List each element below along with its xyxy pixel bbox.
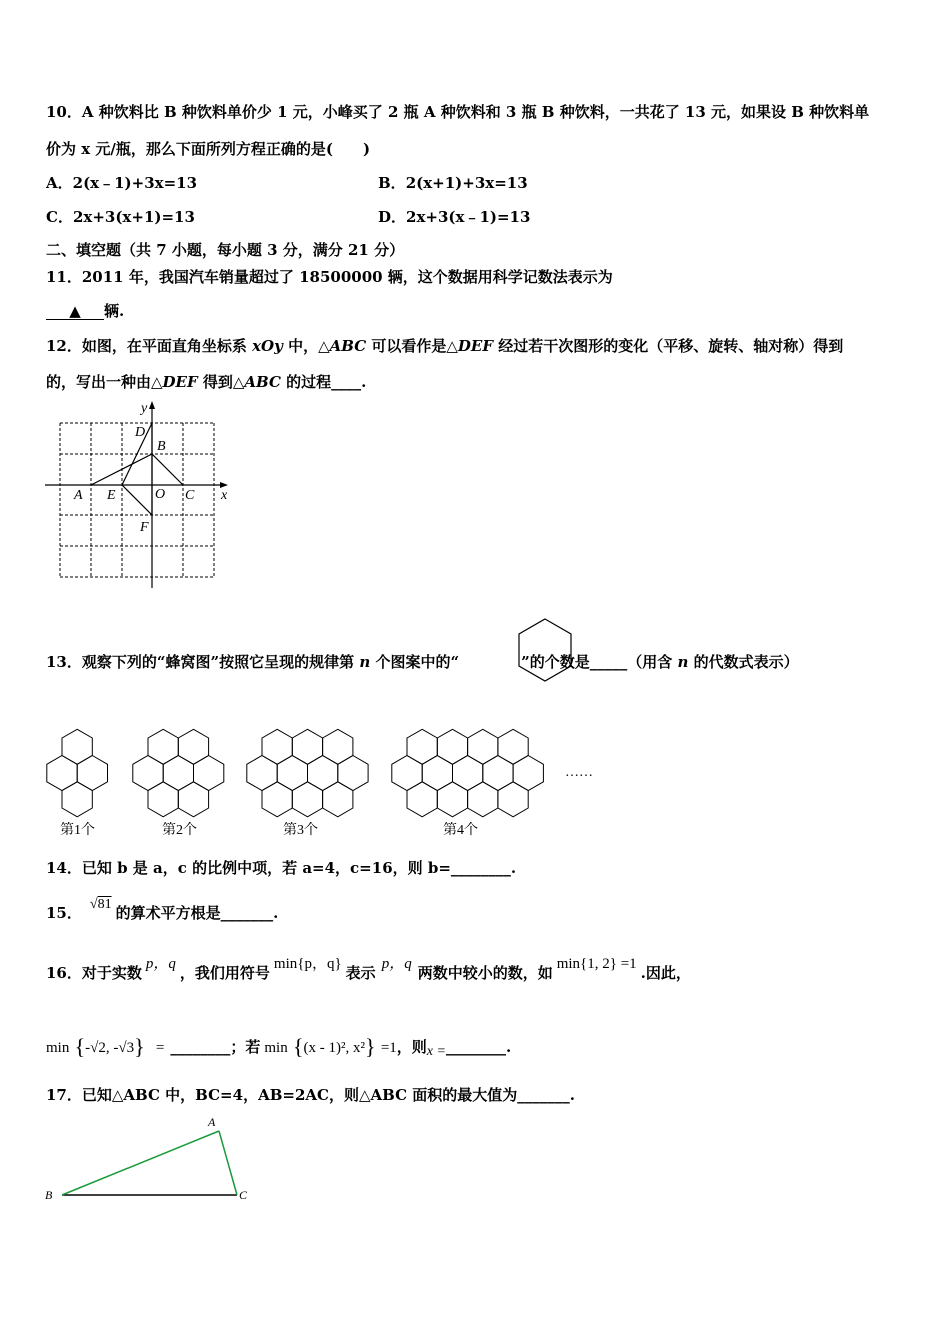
triangle-abc (91, 454, 183, 485)
honeycomb-cell-fig4 (513, 756, 543, 791)
honeycomb-cell-fig3 (308, 756, 338, 791)
honeycomb-cell-fig1 (62, 729, 92, 764)
honeycomb-figures (40, 715, 610, 840)
triangle-marker-icon: ▲ (69, 302, 81, 320)
caption-2: 第2个 (162, 823, 197, 838)
honeycomb-cell-fig4 (468, 782, 498, 817)
honeycomb-cell-fig3 (338, 756, 368, 791)
honeycomb-cell-fig4 (407, 729, 437, 764)
label-c: C (185, 488, 195, 503)
honeycomb-cell-fig1 (47, 756, 77, 791)
q12-line1: 12．如图，在平面直角坐标系 xOy 中，△ABC 可以看作是△DEF 经过若干次图形的变化（平移、旋转、轴对称）得到 (46, 337, 844, 355)
label-a: A (74, 488, 83, 503)
sqrt-81: √81 (89, 897, 112, 912)
honeycomb-cell-fig4 (407, 782, 437, 817)
label-a: A (208, 1115, 216, 1129)
label-b: B (45, 1188, 53, 1202)
q10-option-b: B．2(x+1)+3x=13 (378, 174, 528, 192)
section-title: 二、填空题（共 7 小题，每小题 3 分，满分 21 分） (46, 241, 405, 259)
label-e: E (107, 488, 116, 503)
label-x-axis: x (221, 488, 228, 503)
label-f: F (140, 520, 149, 535)
honeycomb-cell-fig4 (392, 756, 422, 791)
q10-option-a: A．2(x﹣1)+3x=13 (46, 174, 198, 192)
honeycomb-cell-fig4 (498, 729, 528, 764)
label-c: C (239, 1188, 248, 1202)
honeycomb-cell-fig4 (468, 729, 498, 764)
side-ac (219, 1131, 237, 1195)
q11-line2: ▲ 辆. (46, 301, 124, 321)
honeycomb-cell-fig4 (437, 729, 467, 764)
honeycomb-cell-fig3 (262, 729, 292, 764)
q16-line1: 16．对于实数 p，q ，我们用符号 min{p，q} 表示 p，q 两数中较小的数，如 min{1, 2} =1 .因此， (46, 956, 691, 982)
honeycomb-cell-fig2 (178, 729, 208, 764)
honeycomb-cell-fig3 (277, 756, 307, 791)
honeycomb-cell-fig4 (437, 782, 467, 817)
honeycomb-cell-fig2 (148, 729, 178, 764)
honeycomb-cell-fig3 (323, 782, 353, 817)
q10-option-c: C．2x+3(x+1)=13 (46, 208, 195, 226)
q10-option-d: D．2x+3(x﹣1)=13 (378, 208, 531, 226)
honeycomb-cell-fig3 (262, 782, 292, 817)
honeycomb-cell-fig2 (178, 782, 208, 817)
honeycomb-cell-fig3 (292, 729, 322, 764)
q16-line2: min {-√2, -√3} = ________；若 min {(x - 1)², x²} =1，则x =________. (46, 1034, 512, 1059)
honeycomb-cell-fig1 (62, 782, 92, 817)
label-d: D (135, 425, 146, 440)
honeycomb-cell-fig1 (77, 756, 107, 791)
q10-line2: 价为 x 元/瓶，那么下面所列方程正确的是( ) (46, 140, 371, 158)
label-y-axis: y (141, 401, 148, 416)
honeycomb-cell-fig3 (323, 729, 353, 764)
hexagon-icon (516, 617, 574, 683)
caption-1: 第1个 (60, 823, 95, 838)
q11-line1: 11．2011 年，我国汽车销量超过了 18500000 辆，这个数据用科学记数法表示为 (46, 268, 613, 286)
honeycomb-cell-fig4 (498, 782, 528, 817)
side-ab (62, 1131, 219, 1195)
q10-text-line1: A 种饮料比 B 种饮料单价少 1 元，小峰买了 2 瓶 A 种饮料和 3 瓶 B 种饮料，一共花了 13 元，如果设 B 种饮料单 (81, 103, 870, 121)
q14-line: 14．已知 b 是 a，c 的比例中项，若 a=4，c=16，则 b=________. (46, 859, 517, 877)
honeycomb-cell-fig4 (422, 756, 452, 791)
q17-triangle-figure (40, 1112, 260, 1207)
caption-4: 第4个 (443, 823, 478, 838)
y-axis-arrow-icon (149, 401, 155, 409)
q10-number: 10． (46, 103, 82, 121)
honeycomb-cell-fig2 (148, 782, 178, 817)
q12-coordinate-figure (40, 398, 240, 593)
ellipsis: …… (565, 765, 593, 780)
label-b: B (157, 439, 166, 454)
honeycomb-cell-fig2 (133, 756, 163, 791)
honeycomb-cell-fig4 (453, 756, 483, 791)
q17-line: 17．已知△ABC 中，BC=4，AB=2AC，则△ABC 面积的最大值为_______. (46, 1086, 575, 1104)
honeycomb-cell-fig2 (194, 756, 224, 791)
q13-line: 13．观察下列的“蜂窝图”按照它呈现的规律第 n 个图案中的“ ”的个数是_____（用含 n 的代数式表示） (46, 653, 799, 671)
caption-3: 第3个 (283, 823, 318, 838)
q10-line1 (46, 102, 869, 122)
label-origin: O (155, 487, 166, 502)
q12-line2: 的，写出一种由△DEF 得到△ABC 的过程____. (46, 373, 367, 391)
answer-blank (46, 303, 104, 320)
q15-line: 15． √81 的算术平方根是_______. (46, 897, 279, 922)
honeycomb-cell-fig3 (247, 756, 277, 791)
honeycomb-cell-fig4 (483, 756, 513, 791)
honeycomb-cell-fig2 (163, 756, 193, 791)
honeycomb-cell-fig3 (292, 782, 322, 817)
